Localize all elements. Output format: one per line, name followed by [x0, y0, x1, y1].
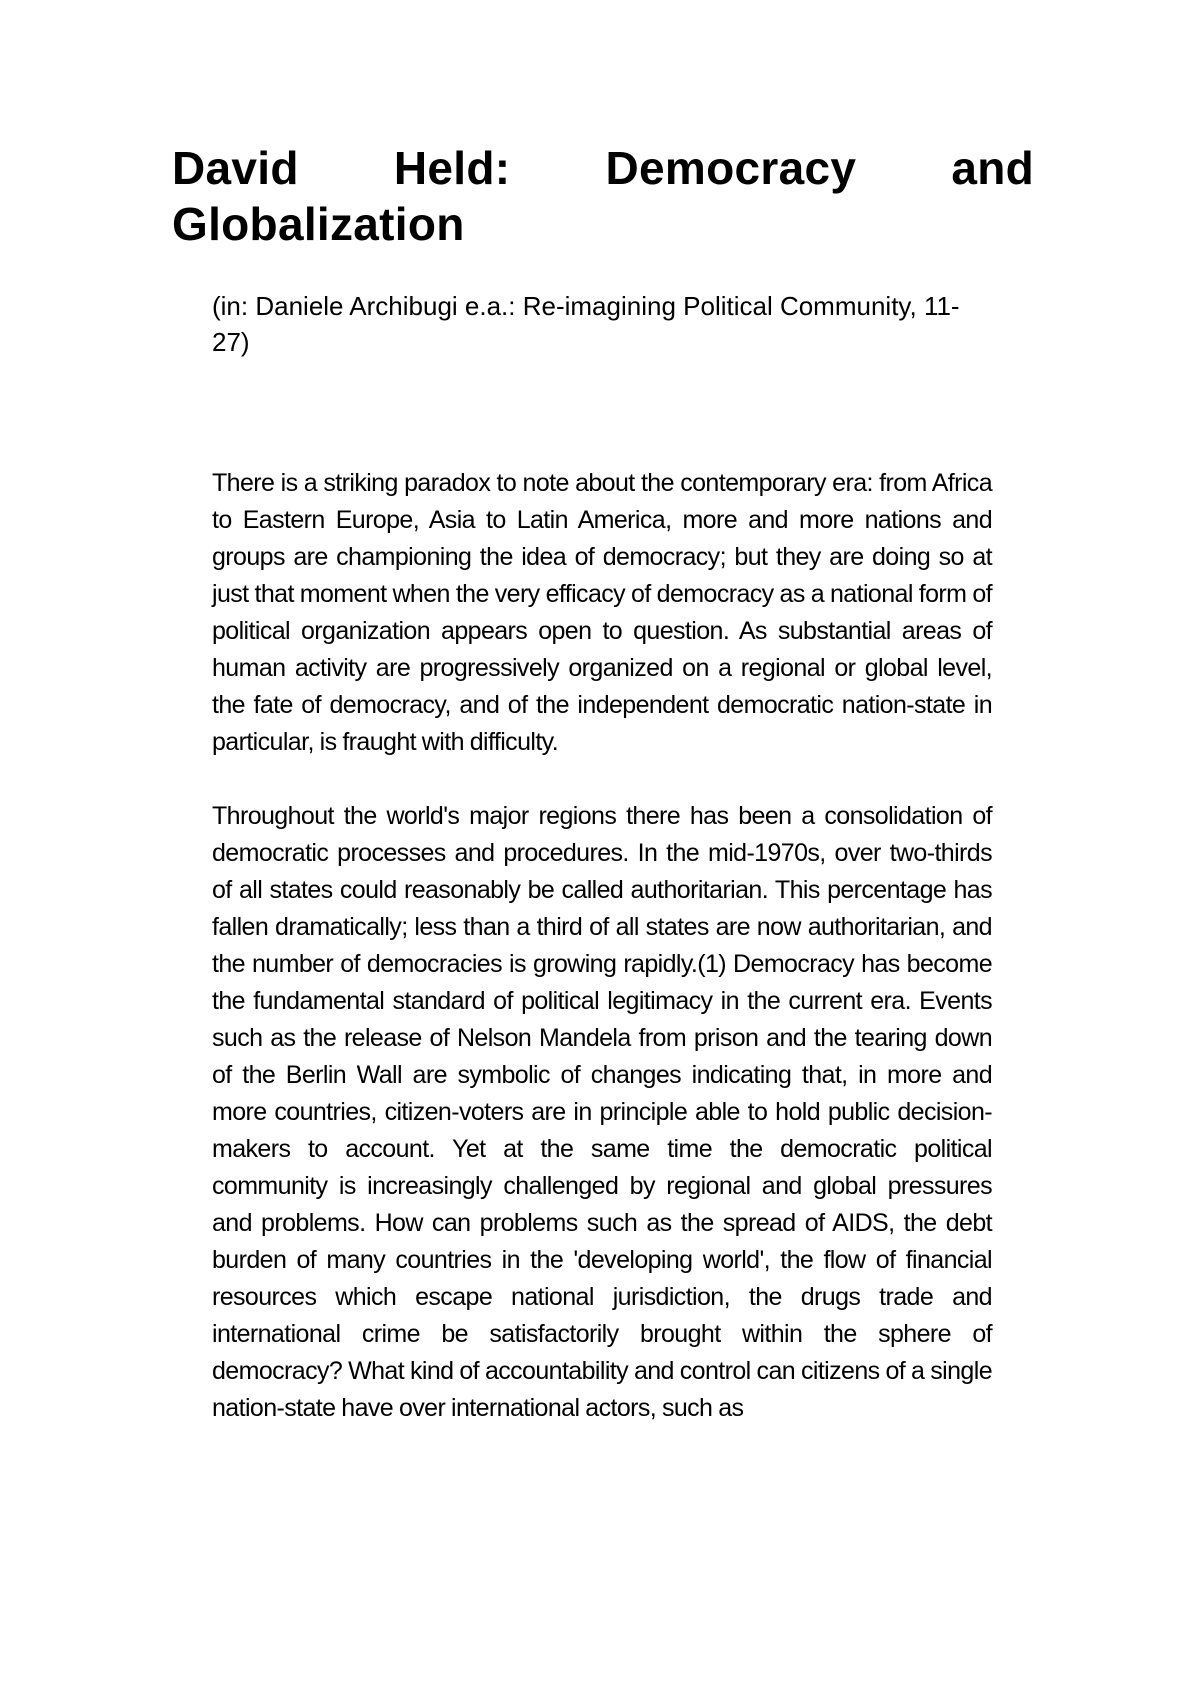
paragraph-1: There is a striking paradox to note about the contemporary era: from Africa to Eastern Europe, Asia to Latin America, more and more nations and groups are championing the idea of democracy; but they are doing so at just that moment when the very efficacy of democracy as a national form of political organization appears open to question. As substantial areas of human activity are progressively organized on a regional or global level, the fate of democracy, and of the independent democratic nation-state in particular, is fraught with difficulty. — [212, 469, 992, 756]
document-title: David Held: Democracy and Globalization — [172, 142, 1034, 250]
paragraph-2: Throughout the world's major regions there has been a consolidation of democratic processes and procedures. In the mid-1970s, over two-thirds of all states could reasonably be called authoritarian. This percentage has fallen dramatically; less than a third of all states are now authoritarian, and the number of democracies is growing rapidly.(1) Democracy has become the fundamental standard of political legitimacy in the current era. Events such as the release of Nelson Mandela from prison and the tearing down of the Berlin Wall are symbolic of changes indicating that, in more and more countries, citizen-voters are in principle able to hold public decision-makers to account. Yet at the same time the democratic political community is increasingly challenged by regional and global pressures and problems. How can problems such as the spread of AIDS, the debt burden of many countries in the 'developing world', the flow of financial resources which escape national jurisdiction, the drugs trade and international crime be satisfactorily brought within the sphere of democracy? What kind of accountability and control can citizens of a single nation-state have over international actors, such as — [212, 802, 992, 1422]
source-citation: (in: Daniele Archibugi e.a.: Re-imagining Political Community, 11-27) — [212, 291, 960, 357]
body-text — [212, 465, 992, 1464]
